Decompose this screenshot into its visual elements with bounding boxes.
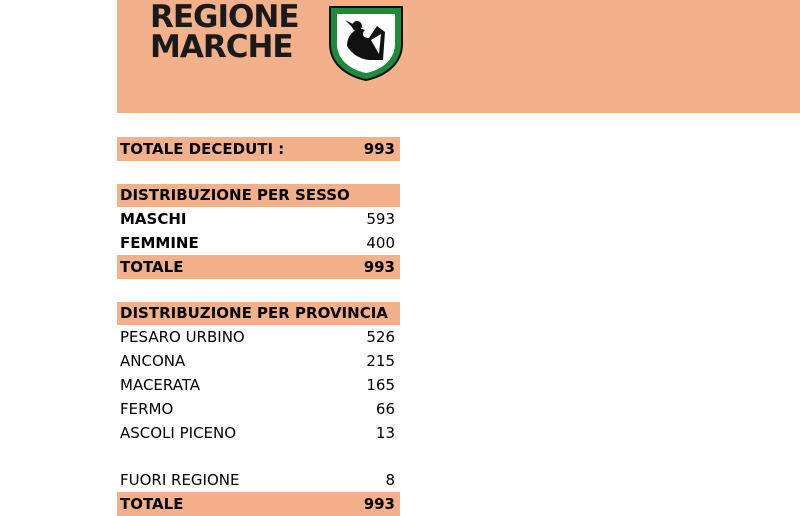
table-row: [117, 373, 400, 397]
sesso-header-label: DISTRIBUZIONE PER SESSO: [120, 186, 350, 204]
totale-deceduti-section: [117, 137, 400, 161]
table-row: [117, 349, 400, 373]
row-label: ASCOLI PICENO: [120, 424, 237, 442]
table-row: [117, 325, 400, 349]
row-label: FUORI REGIONE: [120, 471, 240, 489]
logo-text: [150, 0, 299, 65]
table-row: [117, 207, 400, 231]
provincia-header-label: DISTRIBUZIONE PER PROVINCIA: [120, 304, 388, 322]
total-value: 993: [363, 258, 395, 276]
row-value: 66: [375, 400, 395, 418]
regione-marche-logo: [150, 2, 410, 82]
row-label: MASCHI: [120, 210, 187, 228]
row-label: PESARO URBINO: [120, 328, 245, 346]
row-label: MACERATA: [120, 376, 201, 394]
row-value: 13: [375, 424, 395, 442]
totale-deceduti-value: 993: [363, 140, 395, 158]
row-value: 400: [366, 234, 395, 252]
logo-line-2: MARCHE: [150, 29, 293, 65]
coat-of-arms-icon: [327, 4, 405, 82]
row-value: 215: [366, 352, 395, 370]
logo-line-1: REGIONE: [150, 0, 299, 35]
provincia-section: [117, 302, 400, 516]
table-row: [117, 421, 400, 445]
table-row: [117, 231, 400, 255]
fuori-regione-row: [117, 468, 400, 492]
totale-deceduti-row: [117, 137, 400, 161]
row-label: FEMMINE: [120, 234, 199, 252]
total-value: 993: [363, 495, 395, 513]
sesso-section: [117, 184, 400, 279]
row-value: 593: [366, 210, 395, 228]
table-row: [117, 397, 400, 421]
total-label: TOTALE: [120, 258, 184, 276]
row-label: ANCONA: [120, 352, 186, 370]
total-label: TOTALE: [120, 495, 184, 513]
provincia-total-row: [117, 492, 400, 516]
row-value: 165: [366, 376, 395, 394]
sesso-header: [117, 184, 400, 207]
provincia-header: [117, 302, 400, 325]
totale-deceduti-label: TOTALE DECEDUTI :: [120, 140, 285, 158]
row-value: 8: [385, 471, 395, 489]
sesso-total-row: [117, 255, 400, 279]
row-value: 526: [366, 328, 395, 346]
row-label: FERMO: [120, 400, 174, 418]
